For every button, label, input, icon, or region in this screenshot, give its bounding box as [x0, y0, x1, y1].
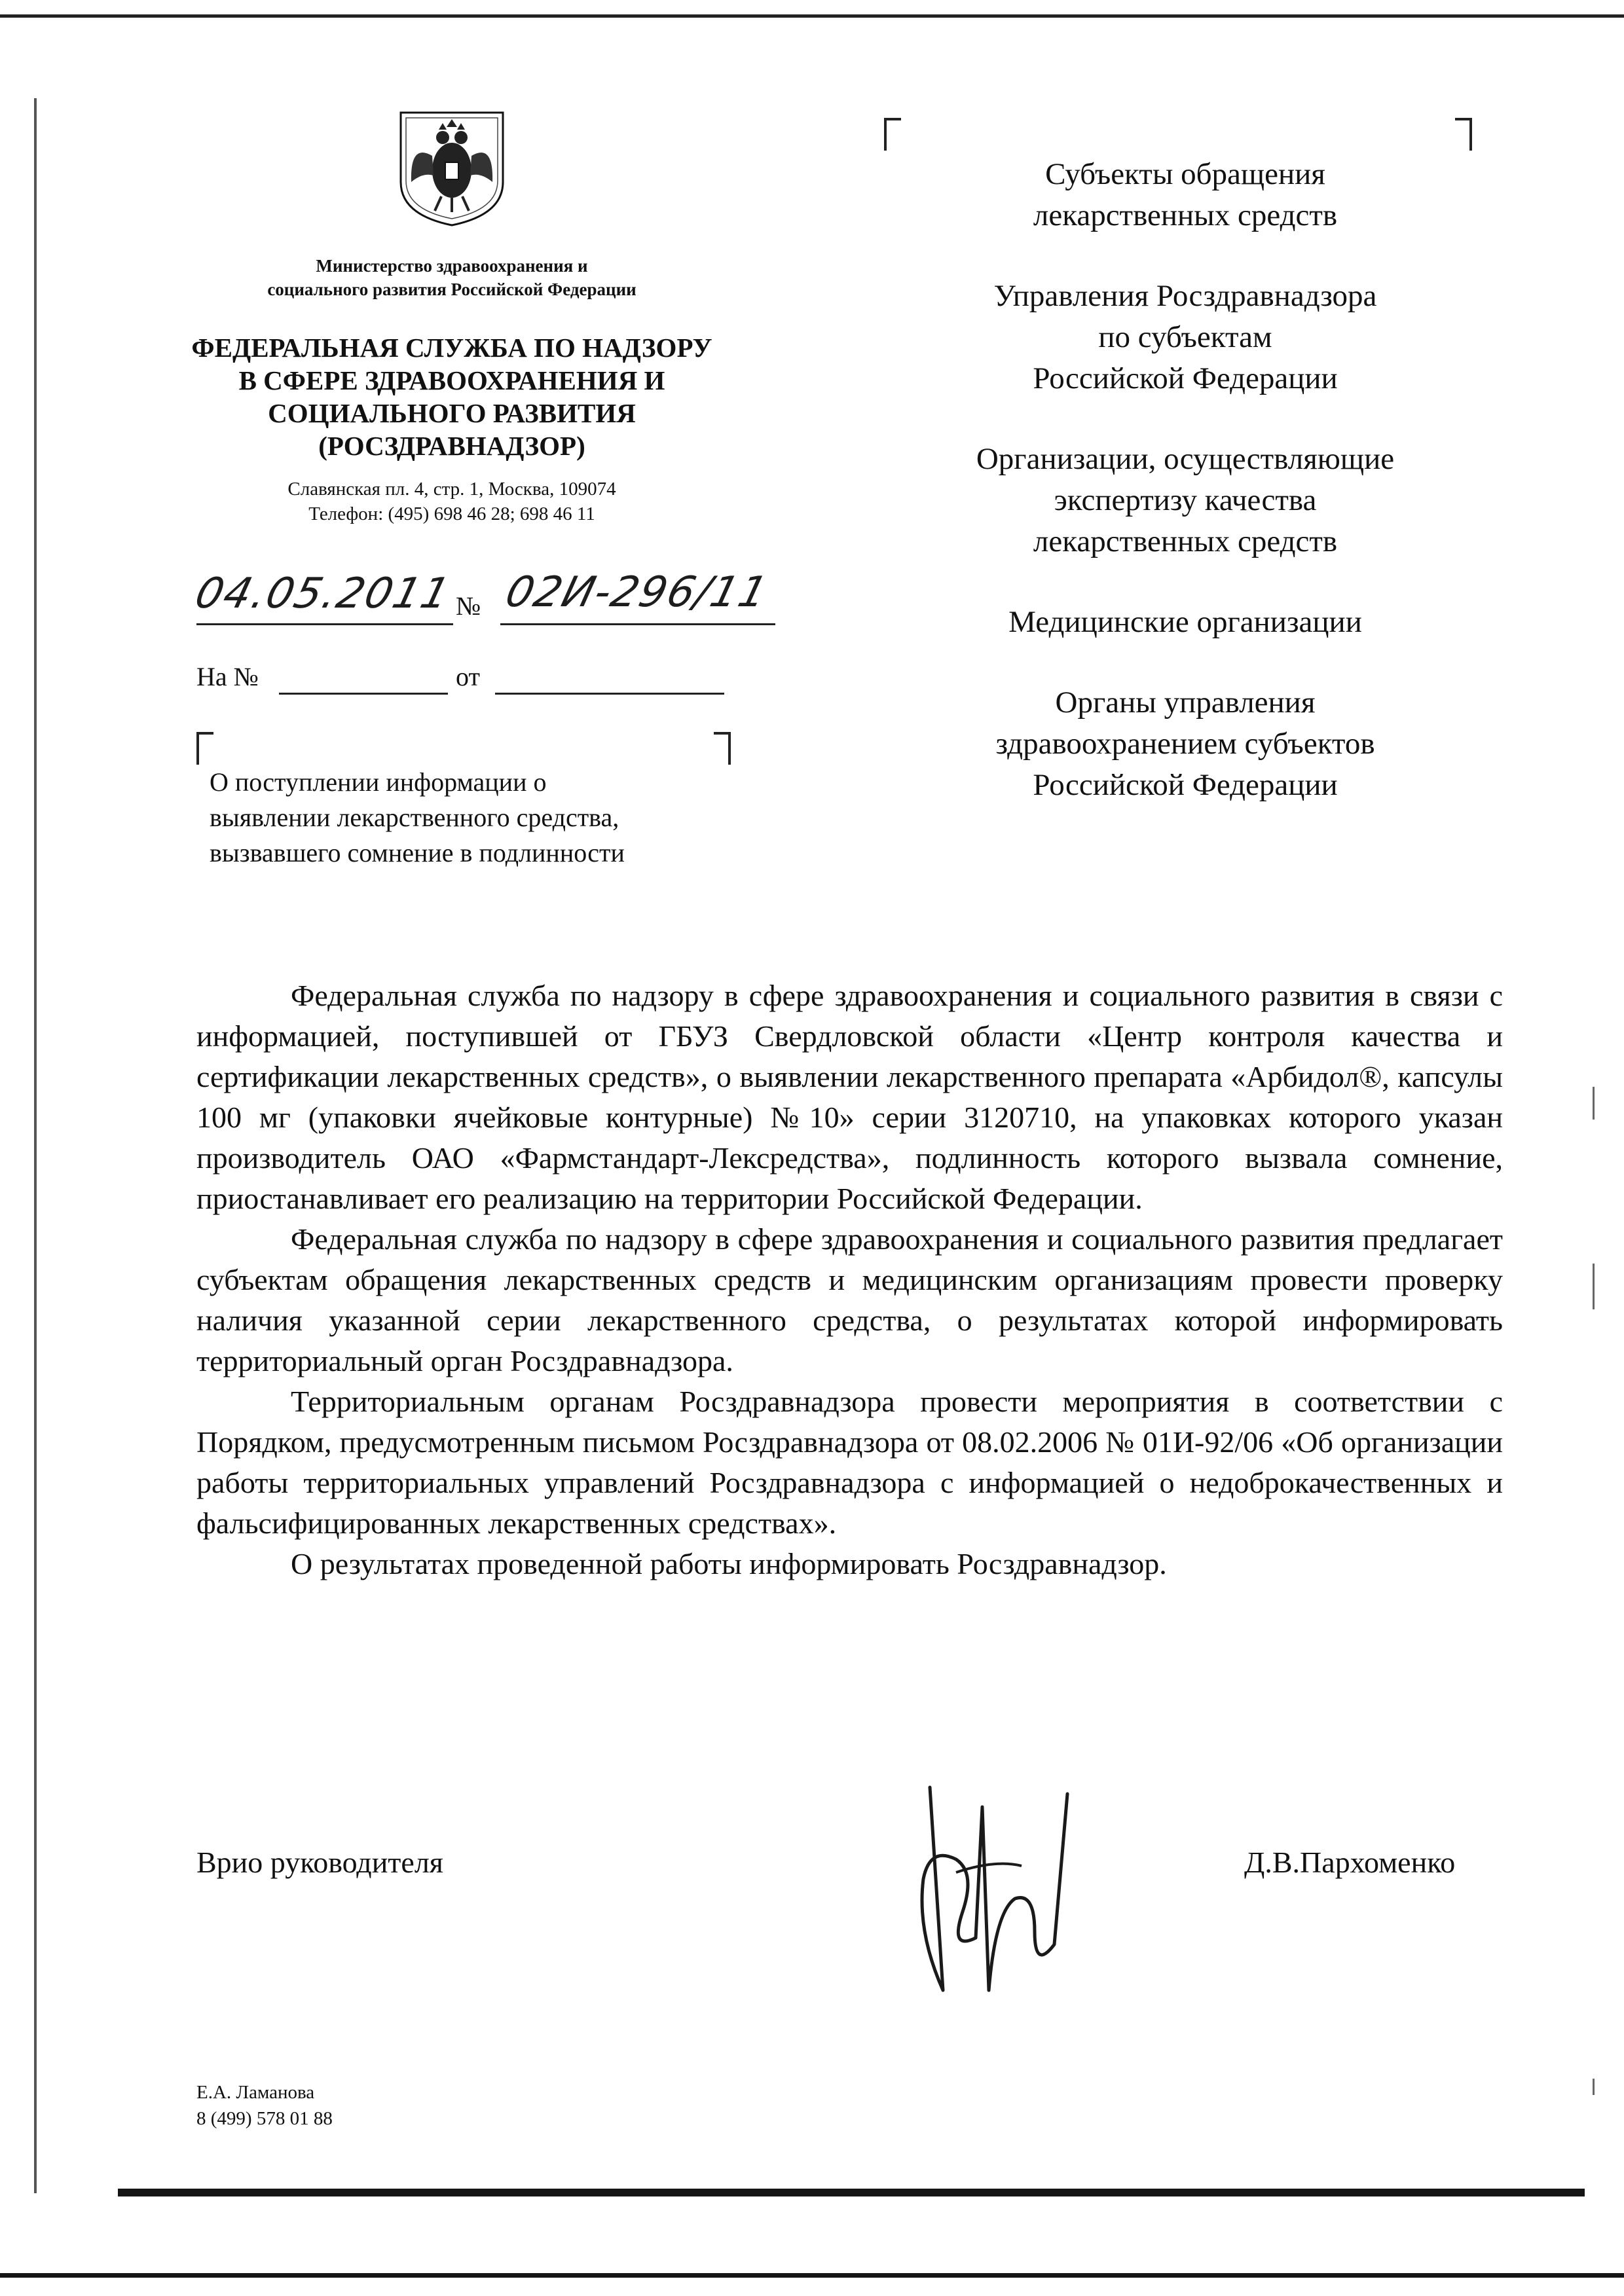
registration-line [190, 568, 786, 634]
bracket-corner [714, 732, 731, 765]
recipient: Управления Росздравнадзора по субъектам Российской Федерации [993, 279, 1377, 395]
scan-edge-bottom [118, 2189, 1585, 2196]
recipient: Организации, осуществляющие экспертизу качества лекарственных средств [976, 442, 1395, 558]
body-paragraph: Федеральная служба по надзору в сфере здравоохранения и социального развития предлагает субъектам обращения лекарственных средств и медицинским организациям провести проверку наличия указанной серии лекарственного средства, о результатах которой информировать территориальный орган Росздравнадзора. [196, 1222, 1503, 1377]
bracket-corner [1455, 118, 1472, 151]
ministry-name: Министерство здравоохранения и социального развития Российской Федерации [267, 256, 637, 299]
reference-date-blank [495, 693, 724, 695]
registration-number: 02И-296/11 [500, 568, 773, 617]
agency-address: Славянская пл. 4, стр. 1, Москва, 109074 Телефон: (495) 698 46 28; 698 46 11 [287, 479, 616, 524]
coat-of-arms-icon [397, 110, 507, 228]
handwritten-signature [904, 1781, 1080, 1997]
body-paragraph: Федеральная служба по надзору в сфере здравоохранения и социального развития в связи с информацией, поступившей от ГБУЗ Свердловской области «Центр контроля качества и сертификации лекарственных средств», о выявлении лекарственного препарата «Арбидол®, капсулы 100 мг (упаковки ячейковые контурные) №10» серии 3120710, на упаковках которого указан производитель ОАО «Фармстандарт-Лексредства», подлинность которого вызвала сомнение, приостанавливает его реализацию на территории Российской Федерации. [196, 979, 1503, 1215]
recipient: Органы управления здравоохранением субъектов Российской Федерации [995, 685, 1375, 802]
executor-info [196, 2079, 333, 2132]
reference-number-label: На № [196, 662, 259, 691]
scan-edge-bottom-outer [0, 2273, 1624, 2278]
bracket-corner [884, 118, 901, 151]
recipient: Медицинские организации [1008, 605, 1362, 639]
registration-date: 04.05.2011 [190, 570, 456, 618]
scan-mark [1593, 2079, 1595, 2095]
scan-edge-top [0, 14, 1624, 18]
body-paragraph: О результатах проведенной работы информировать Росздравнадзор. [291, 1547, 1167, 1580]
signatory-title: Врио руководителя [196, 1846, 443, 1879]
executor-phone: 8 (499) 578 01 88 [196, 2108, 333, 2129]
signatory-name: Д.В.Пархоменко [1244, 1846, 1456, 1879]
bracket-corner [196, 732, 213, 765]
reference-number-blank [279, 693, 448, 695]
reference-date-label: от [456, 662, 480, 691]
letter-body [196, 975, 1503, 1584]
recipient: Субъекты обращения лекарственных средств [1033, 157, 1338, 232]
scan-mark [1593, 1087, 1595, 1120]
executor-name: Е.А. Ламанова [196, 2082, 315, 2103]
registration-number-label: № [456, 591, 481, 621]
subject: О поступлении информации о выявлении лекарственного средства, вызвавшего сомнение в подлинности [210, 767, 625, 867]
scan-edge-left [34, 98, 37, 2193]
agency-name: ФЕДЕРАЛЬНАЯ СЛУЖБА ПО НАДЗОРУ В СФЕРЕ ЗДРАВООХРАНЕНИЯ И СОЦИАЛЬНОГО РАЗВИТИЯ (РОСЗДРАВНАДЗОР) [191, 333, 712, 461]
scan-mark [1593, 1264, 1595, 1309]
recipients-block [891, 154, 1480, 845]
body-paragraph: Территориальным органам Росздравнадзора провести мероприятия в соответствии с Порядком, предусмотренным письмом Росздравнадзора от 08.02.2006 № 01И-92/06 «Об организации работы территориальных управлений Росздравнадзора с информацией о недоброкачественных и фальсифицированных лекарственных средствах». [196, 1385, 1503, 1540]
reference-line [196, 661, 733, 701]
